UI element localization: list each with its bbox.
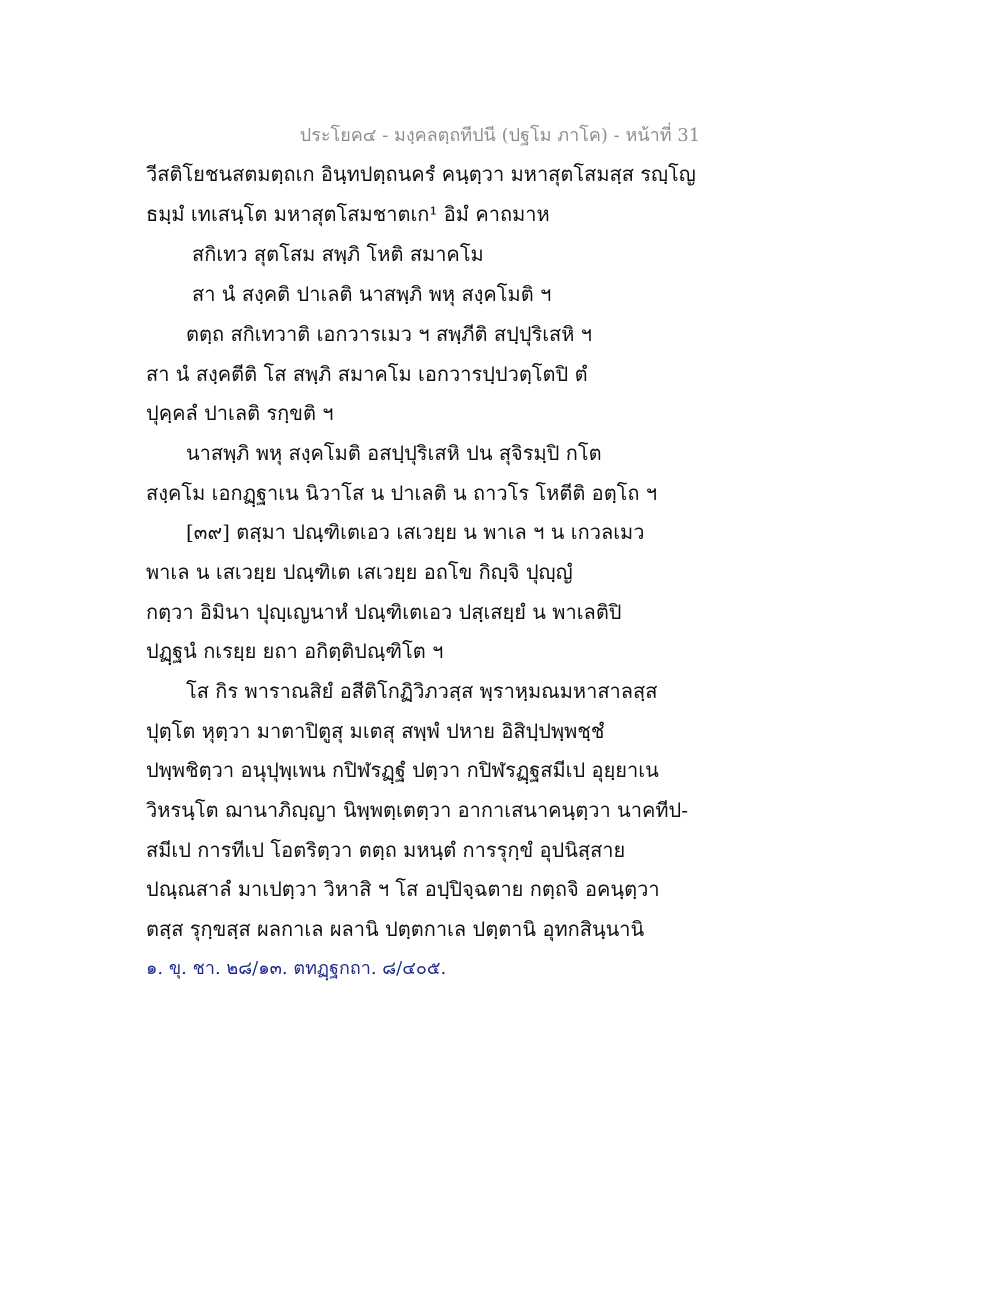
body-line: สงฺคโม เอกฏฺฐาเน นิวาโส น ปาเลติ น ถาวโร โหตีติ อตฺโถ ฯ (146, 481, 658, 505)
body-line: [๓๙] ตสฺมา ปณฺฑิเตเอว เสเวยฺย น พาเล ฯ น เกวลเมว (186, 520, 645, 544)
body-line: ธมฺมํ เทเสนฺโต มหาสุตโสมชาตเก¹ อิมํ คาถมาห (146, 202, 550, 226)
body-line: โส กิร พาราณสิยํ อสีติโกฏิวิภวสฺส พฺราหฺมณมหาสาลสฺส (186, 679, 658, 703)
body-line: สา นํ สงฺคตีติ โส สพฺภิ สมาคโม เอกวารปฺปวตฺโตปิ ตํ (146, 362, 588, 386)
body-line: ปณฺณสาลํ มาเปตฺวา วิหาสิ ฯ โส อปฺปิจฺฉตาย กตฺถจิ อคนฺตฺวา (146, 877, 660, 901)
body-line: กตฺวา อิมินา ปุญฺเญนาหํ ปณฺฑิเตเอว ปสฺเสยฺยํ น พาเลติปิ (146, 600, 622, 624)
body-line: นาสพฺภิ พหุ สงฺคโมติ อสปฺปุริเสหิ ปน สุจิรมฺปิ กโต (186, 441, 602, 465)
body-line: ปพฺพชิตฺวา อนุปุพฺเพน กปิฬรฏฺฐํ ปตฺวา กปิฬรฏฺฐสมีเป อุยฺยาเน (146, 758, 659, 782)
footnote: ๑. ขุ. ชา. ๒๘/๑๓. ตทฏฺฐกถา. ๘/๔๐๕. (146, 958, 447, 979)
verse-line: สกิเทว สุตโสม สพฺภิ โหติ สมาคโม (192, 242, 484, 266)
page-header (0, 120, 1000, 149)
body-line: ตสฺส รุกฺขสฺส ผลกาเล ผลานิ ปตฺตกาเล ปตฺตานิ อุทกสินฺนานิ (146, 917, 645, 941)
body-line: สมีเป การทีเป โอตริตฺวา ตตฺถ มหนฺตํ การรุกฺขํ อุปนิสฺสาย (146, 838, 626, 862)
body-line: พาเล น เสเวยฺย ปณฺฑิเต เสเวยฺย อถโข กิญฺจิ ปุญฺญํ (146, 560, 573, 584)
body-line: วีสติโยชนสตมตฺถเก อินฺทปตฺถนครํ คนฺตฺวา มหาสุตโสมสฺส รญฺโญ (146, 162, 696, 186)
body-line: ปุคฺคลํ ปาเลติ รกฺขติ ฯ (146, 401, 334, 425)
body-line: ปุตฺโต หุตฺวา มาตาปิตูสุ มเตสุ สพฺพํ ปหาย อิสิปฺปพฺพชฺชํ (146, 719, 605, 743)
body-line: ตตฺถ สกิเทวาติ เอกวารเมว ฯ สพฺภีติ สปฺปุริเสหิ ฯ (186, 322, 593, 346)
body-line: วิหรนฺโต ฌานาภิญฺญา นิพฺพตฺเตตฺวา อากาเสนาคนฺตฺวา นาคทีป- (146, 798, 688, 822)
body-line: ปฏฺฐนํ กเรยฺย ยถา อกิตฺติปณฺฑิโต ฯ (146, 639, 444, 663)
verse-line: สา นํ สงฺคติ ปาเลติ นาสพฺภิ พหุ สงฺคโมติ ฯ (192, 282, 552, 306)
page-header-text: ประโยค๔ - มงฺคลตฺถทีปนี (ปฐโม ภาโค) - หน้าที่ 31 (299, 125, 701, 146)
